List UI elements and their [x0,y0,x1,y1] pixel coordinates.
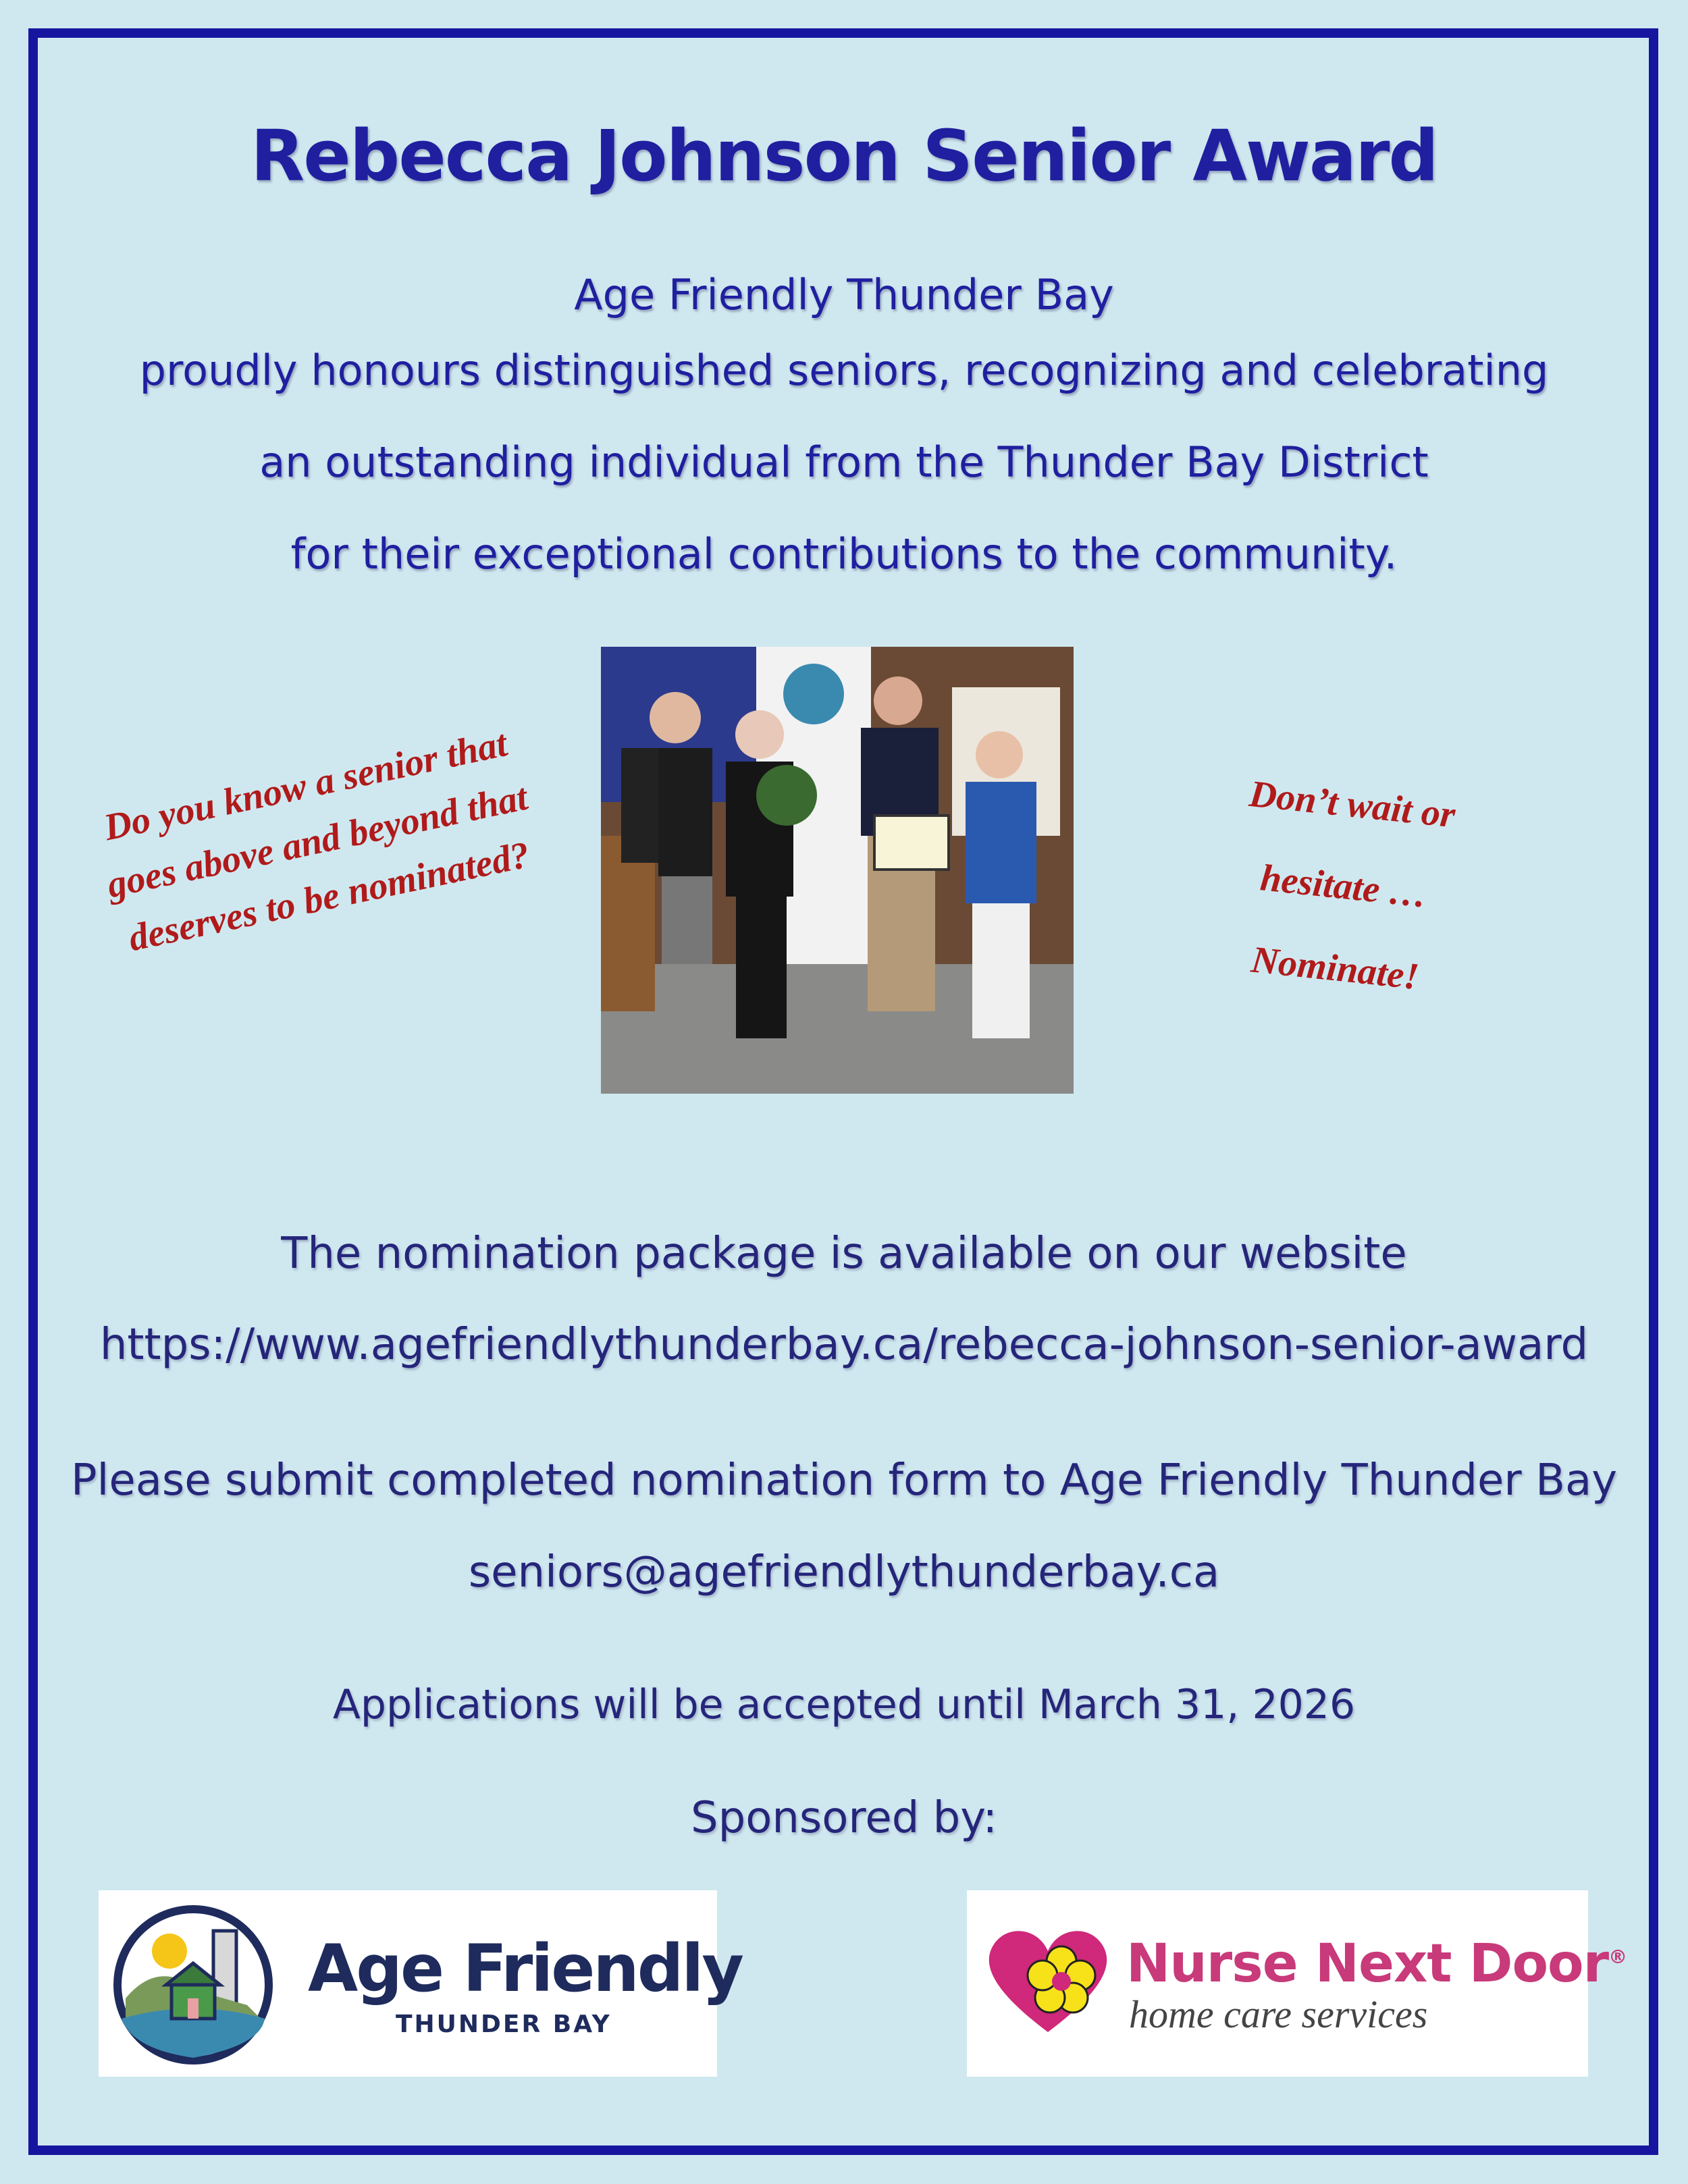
nominate-callout [1183,748,1504,1025]
callout-line-1: Don’t wait or [1247,772,1458,836]
intro-line-4: for their exceptional contributions to the community. [290,529,1398,579]
intro-line-3: an outstanding individual from the Thunder Bay District [259,437,1429,487]
age-friendly-emblem-icon [112,1904,274,2066]
age-friendly-subtitle: THUNDER BAY [396,2010,612,2038]
deadline-text: Applications will be accepted until March 31, 2026 [332,1681,1356,1728]
email-link[interactable]: seniors@agefriendlythunderbay.ca [468,1547,1220,1597]
nurse-next-door-logo [967,1890,1627,2077]
nurse-next-door-subtitle: home care services [1129,1992,1428,2036]
award-photo-illustration [601,647,1074,1094]
intro-line-2: proudly honours distinguished seniors, recognizing and celebrating [139,346,1549,395]
callout-line-2: hesitate … [1258,857,1429,916]
submit-instructions: Please submit completed nomination form to Age Friendly Thunder Bay [70,1456,1618,1506]
nurse-next-door-name: Nurse Next Door® [1126,1934,1627,1994]
intro-line-1: Age Friendly Thunder Bay [574,270,1114,319]
award-photo [601,647,1074,1094]
heart-flower-icon [980,1917,1115,2039]
age-friendly-name: Age Friendly [308,1931,742,2006]
page-title: Rebecca Johnson Senior Award [250,115,1438,197]
callout-line-3: Nominate! [1249,938,1421,998]
nomination-prompt: Do you know a senior that goes above and beyond that deserves to be nominated? [100,722,533,960]
package-info: The nomination package is available on our website [281,1229,1407,1279]
sponsored-by-label: Sponsored by: [690,1793,998,1843]
award-url-link[interactable]: https://www.agefriendlythunderbay.ca/rebecca-johnson-senior-award [99,1320,1589,1370]
age-friendly-logo [99,1890,742,2077]
